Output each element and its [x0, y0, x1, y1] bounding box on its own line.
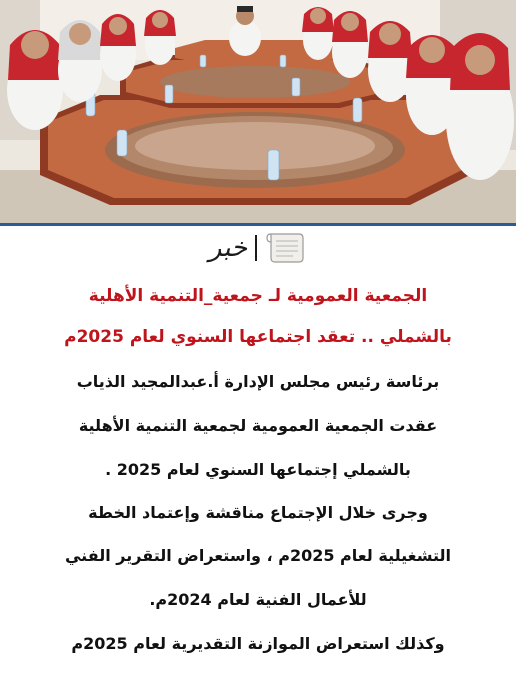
body-line-6: للأعمال الفنية لعام 2024م. [149, 590, 367, 609]
scroll-icon [265, 228, 307, 268]
body-line-1: برئاسة رئيس مجلس الإدارة أ.عبدالمجيد الذياب [76, 372, 440, 391]
headline-line-1: الجمعية العمومية لـ جمعية_التنمية الأهلية [88, 286, 428, 306]
body-line-3: بالشملي إجتماعها السنوي لعام 2025 . [105, 460, 411, 479]
headline-line-2: بالشملي .. تعقد اجتماعها السنوي لعام 2025م [64, 327, 452, 347]
body-line-2: عقدت الجمعية العمومية لجمعية التنمية الأهلية [78, 416, 438, 435]
body-line-5: التشغيلية لعام 2025م ، واستعراض التقرير الفني [64, 546, 452, 565]
section-label-text: خبر [208, 233, 248, 263]
body-line-7: وكذلك استعراض الموازنة التقديرية لعام 2025م [71, 634, 445, 653]
section-label-divider [255, 235, 257, 261]
meeting-photo-illustration [0, 0, 516, 225]
section-label [0, 226, 516, 270]
meeting-photo [0, 0, 516, 225]
body-line-4: وجرى خلال الإجتماع مناقشة وإعتماد الخطة [88, 503, 428, 522]
